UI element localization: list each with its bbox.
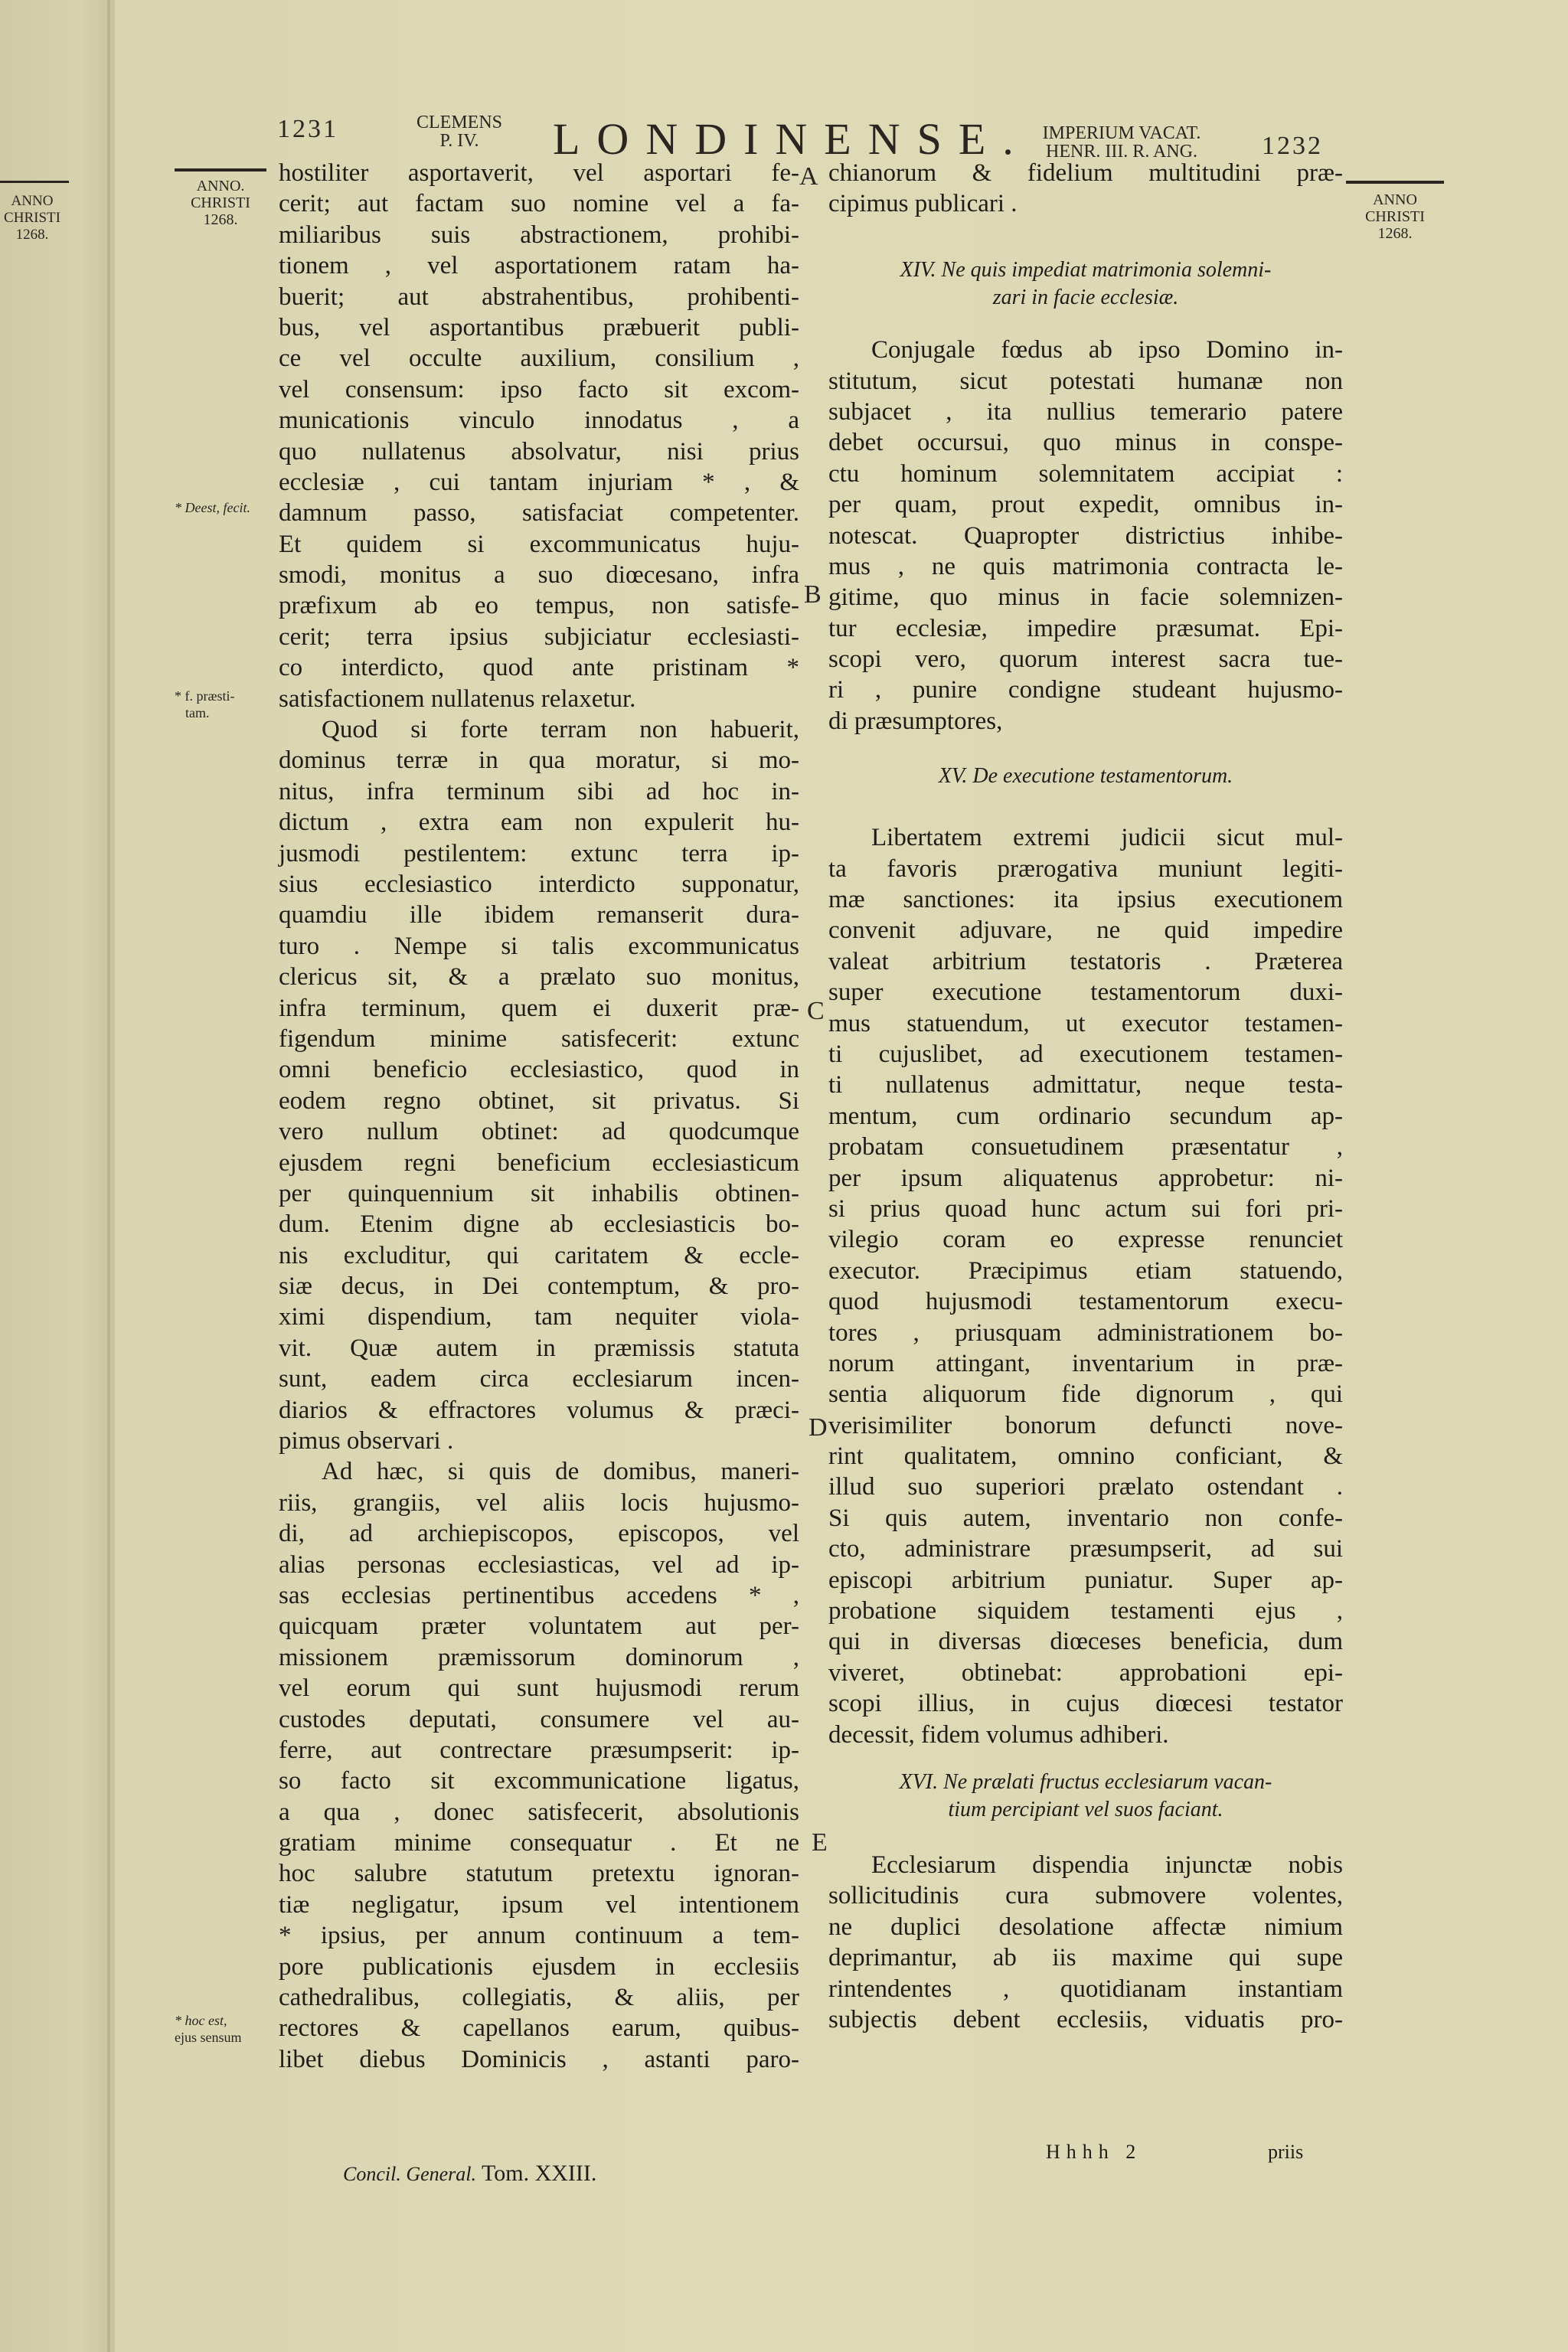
text-line: sius ecclesiastico interdicto supponatur,	[279, 870, 799, 898]
text-line: pore publicationis ejusdem in ecclesiis	[279, 1952, 799, 1981]
text-line: norum attingant, inventarium in præ-	[828, 1349, 1343, 1377]
left-year-note	[173, 178, 268, 228]
imperium-line1: IMPERIUM VACAT.	[1042, 123, 1201, 143]
heading-xiv-line2: zari in facie ecclesiæ.	[992, 286, 1179, 310]
signature-mark: Hhhh 2	[1046, 2141, 1142, 2163]
text-line: stitutum, sicut potestati humanæ non	[828, 367, 1343, 395]
page-number-left: 1231	[277, 115, 338, 143]
text-line: dum. Etenim digne ab ecclesiasticis bo-	[279, 1210, 799, 1239]
text-line: executor. Præcipimus etiam statuendo,	[828, 1256, 1343, 1285]
text-line: vel consensum: ipso facto sit excom-	[279, 375, 799, 403]
text-line: riis, grangiis, vel aliis locis hujusmo-	[279, 1488, 799, 1517]
text-line: Ad hæc, si quis de domibus, maneri-	[322, 1458, 799, 1486]
text-line: verisimiliter bonorum defuncti nove-	[828, 1411, 1343, 1439]
text-line: pimus observari .	[279, 1427, 454, 1455]
text-line: valeat arbitrium testatoris . Præterea	[828, 947, 1343, 975]
text-line: miliaribus suis abstractionem, prohibi-	[279, 220, 799, 249]
heading-xiv	[828, 256, 1343, 312]
catchword: priis	[1268, 2141, 1304, 2163]
text-line: siæ decus, in Dei contemptum, & pro-	[279, 1272, 799, 1301]
text-line: * ipsius, per annum continuum a tem-	[279, 1922, 799, 1950]
text-line: dictum , extra eam non expulerit hu-	[279, 808, 799, 837]
heading-xvi-line1: XVI. Ne prælati fructus ecclesiarum vacan-	[899, 1769, 1272, 1794]
text-line: qui in diversas diœceses beneficia, dum	[828, 1628, 1343, 1656]
left-year-line2: CHRISTI	[191, 194, 250, 211]
text-line: illud suo superiori prælato ostendant .	[828, 1473, 1343, 1501]
text-line: satisfactionem nullatenus relaxetur.	[279, 684, 636, 713]
imperium-label	[995, 124, 1248, 161]
spacer	[828, 220, 1343, 250]
text-line: tionem , vel asportationem ratam ha-	[279, 252, 799, 280]
text-line: damnum passo, satisfaciat competenter.	[279, 499, 799, 528]
footer-source	[343, 2161, 596, 2187]
text-line: mentum, cum ordinario secundum ap-	[828, 1102, 1343, 1130]
text-line: buerit; aut abstrahentibus, prohibenti-	[279, 283, 799, 311]
text-line: diarios & effractores volumus & præci-	[279, 1396, 799, 1424]
text-line: libet diebus Dominicis , astanti paro-	[279, 2045, 799, 2073]
text-line: super executione testamentorum duxi-	[828, 978, 1343, 1007]
text-line: ti cujuslibet, ad executionem testamen-	[828, 1040, 1343, 1068]
previous-year-line1: ANNO	[11, 193, 54, 209]
text-line: rectores & capellanos earum, quibus-	[279, 2014, 799, 2043]
text-line: missionem præmissorum dominorum ,	[279, 1643, 799, 1671]
text-line: bus, vel asportantibus præbuerit publi-	[279, 313, 799, 341]
pope-line2: P. IV.	[439, 131, 479, 151]
page-gutter	[107, 0, 110, 2352]
text-line: cipimus publicari .	[828, 190, 1018, 218]
left-year-line1: ANNO.	[196, 178, 245, 194]
previous-page-rule	[0, 181, 69, 183]
text-line: ti nullatenus admittatur, neque testa-	[828, 1071, 1343, 1099]
text-line: municationis vinculo innodatus , a	[279, 407, 799, 435]
section-marker-b: B	[804, 580, 822, 609]
text-line: di, ad archiepiscopos, episcopos, vel	[279, 1520, 799, 1548]
spacer	[828, 790, 1343, 822]
text-line: cathedralibus, collegiatis, & aliis, per	[279, 1984, 799, 2012]
text-line: Quod si forte terram non habuerit,	[322, 716, 799, 744]
text-line: Si quis autem, inventario non confe-	[828, 1504, 1343, 1532]
previous-page-edge	[0, 0, 115, 2352]
left-year-rule	[175, 168, 266, 172]
text-line: cerit; aut factam suo nomine vel a fa-	[279, 190, 799, 218]
text-line: quod hujusmodi testamentorum execu-	[828, 1288, 1343, 1316]
text-line: omni beneficio ecclesiastico, quod in	[279, 1056, 799, 1084]
text-line: ecclesiæ , cui tantam injuriam * , &	[279, 468, 799, 496]
text-line: præfixum ab eo tempus, non satisfe-	[279, 592, 799, 620]
text-line: ferre, aut contrectare præsumpserit: ip-	[279, 1736, 799, 1764]
footer-volume: Tom. XXIII.	[482, 2161, 597, 2186]
text-line: eodem regno obtinet, sit privatus. Si	[279, 1086, 799, 1115]
text-line: tur ecclesiæ, impedire præsumat. Epi-	[828, 614, 1343, 642]
text-line: episcopi arbitrium puniatur. Super ap-	[828, 1566, 1343, 1594]
text-line: scopi illius, in cujus diœcesi testator	[828, 1690, 1343, 1718]
text-line: sas ecclesias pertinentibus accedens * ,	[279, 1581, 799, 1609]
text-line: Ecclesiarum dispendia injunctæ nobis	[871, 1851, 1343, 1879]
heading-xv: XV. De executione testamentorum.	[938, 764, 1233, 789]
section-marker-c: C	[807, 997, 825, 1025]
text-line: rint qualitatem, omnino conficiant, &	[828, 1442, 1343, 1471]
page-number-right: 1232	[1262, 132, 1323, 160]
text-line: so facto sit excommunicatione ligatus,	[279, 1767, 799, 1795]
text-line: debet occursui, quo minus in conspe-	[828, 429, 1343, 457]
text-line: per quinquennium sit inhabilis obtinen-	[279, 1179, 799, 1207]
page-title: LONDINENSE.	[553, 114, 1031, 164]
text-line: ximi dispendium, tam nequiter viola-	[279, 1303, 799, 1331]
text-line: quicquam præter voluntatem aut per-	[279, 1612, 799, 1641]
previous-year-line3: 1268.	[15, 227, 49, 243]
right-year-note	[1346, 191, 1444, 242]
text-line: cerit; terra ipsius subjiciatur ecclesiasti-	[279, 622, 799, 651]
text-line: subjectis debent ecclesiis, viduatis pro-	[828, 2005, 1343, 2034]
margin-note-praestitam	[175, 688, 235, 721]
margin-note-deest: * Deest, fecit.	[175, 500, 250, 515]
text-line: Et quidem si excommunicatus huju-	[279, 530, 799, 558]
heading-xvi	[828, 1769, 1343, 1824]
text-line: turo . Nempe si talis excommunicatus	[279, 932, 799, 960]
previous-page-year-note	[0, 193, 64, 243]
text-line: cto, administrare præsumpserit, ad sui	[828, 1535, 1343, 1563]
text-line: subjacet , ita nullius temerario patere	[828, 397, 1343, 426]
text-line: alias personas ecclesiasticas, vel ad ip-	[279, 1550, 799, 1579]
margin-note-praestitam-line1: * f. præsti-	[175, 688, 235, 704]
section-marker-e: E	[812, 1828, 828, 1857]
left-column	[279, 158, 799, 2075]
text-line: jusmodi pestilentem: extunc terra ip-	[279, 839, 799, 867]
text-line: gitime, quo minus in facie solemnizen-	[828, 583, 1343, 612]
text-line: ejusdem regni beneficium ecclesiasticum	[279, 1148, 799, 1177]
text-line: infra terminum, quem ei duxerit præ-	[279, 994, 799, 1022]
spacer	[828, 312, 1343, 335]
text-line: vit. Quæ autem in præmissis statuta	[279, 1334, 799, 1362]
section-marker-d: D	[808, 1413, 828, 1442]
text-line: figendum minime satisfecerit: extunc	[279, 1024, 799, 1053]
text-line: scopi vero, quorum interest sacra tue-	[828, 645, 1343, 674]
spacer	[828, 1824, 1343, 1850]
text-line: vilegio coram eo expresse renunciet	[828, 1226, 1343, 1254]
text-line: sunt, eadem circa ecclesiarum incen-	[279, 1365, 799, 1393]
footer-source-title: Concil. General.	[343, 2163, 477, 2185]
text-line: smodi, monitus a suo diœcesano, infra	[279, 561, 799, 590]
text-line: vel eorum qui sunt hujusmodi rerum	[279, 1674, 799, 1703]
section-marker-a: A	[799, 162, 818, 191]
heading-xiv-line1: XIV. Ne quis impediat matrimonia solemni-	[900, 258, 1272, 283]
text-line: probatione siquidem testamenti ejus ,	[828, 1597, 1343, 1625]
text-line: per ipsum aliquatenus approbetur: ni-	[828, 1164, 1343, 1192]
text-line: ri , punire condigne studeant hujusmo-	[828, 676, 1343, 704]
text-line: chianorum & fidelium multitudini præ-	[828, 159, 1343, 187]
spacer	[828, 1750, 1343, 1769]
text-line: nitus, infra terminum sibi ad hoc in-	[279, 777, 799, 805]
text-line: hoc salubre statutum pretextu ignoran-	[279, 1860, 799, 1888]
previous-year-line2: CHRISTI	[4, 210, 60, 226]
text-line: gratiam minime consequatur . Et ne	[279, 1829, 799, 1857]
text-line: hostiliter asportaverit, vel asportari fe-	[279, 159, 799, 187]
text-line: ne duplici desolatione affectæ nimium	[828, 1913, 1343, 1941]
text-line: tiæ negligatur, ipsum vel intentionem	[279, 1890, 799, 1919]
text-line: clericus sit, & a prælato suo monitus,	[279, 963, 799, 991]
margin-note-hoc-est-line2: ejus sensum	[175, 2030, 242, 2045]
text-line: nis excluditur, qui caritatem & eccle-	[279, 1241, 799, 1269]
text-line: dominus terræ in qua moratur, si mo-	[279, 746, 799, 775]
left-year-line3: 1268.	[203, 211, 238, 228]
text-line: tores , priusquam administrationem bo-	[828, 1318, 1343, 1347]
text-line: custodes deputati, consumere vel au-	[279, 1705, 799, 1733]
text-line: quamdiu ille ibidem remanserit dura-	[279, 901, 799, 929]
imperium-line2: HENR. III. R. ANG.	[1046, 142, 1197, 162]
text-line: sentia aliquorum fide dignorum , qui	[828, 1380, 1343, 1409]
text-line: ctu hominum solemnitatem accipiat :	[828, 459, 1343, 488]
right-column	[828, 158, 1343, 2035]
text-line: si prius quoad hunc actum sui fori pri-	[828, 1194, 1343, 1223]
text-line: mæ sanctiones: ita ipsius executionem	[828, 886, 1343, 914]
text-line: probatam consuetudinem præsentatur ,	[828, 1133, 1343, 1161]
text-line: convenit adjuvare, ne quid impedire	[828, 916, 1343, 945]
text-line: Conjugale fœdus ab ipso Domino in-	[871, 336, 1343, 364]
text-line: ta favoris prærogativa muniunt legiti-	[828, 854, 1343, 883]
text-line: quo nullatenus absolvatur, nisi prius	[279, 437, 799, 466]
text-line: decessit, fidem volumus adhiberi.	[828, 1720, 1169, 1749]
text-line: deprimantur, ab iis maxime qui supe	[828, 1944, 1343, 1972]
text-line: mus statuendum, ut executor testamen-	[828, 1009, 1343, 1037]
text-line: sollicitudinis cura submovere volentes,	[828, 1882, 1343, 1910]
right-year-line2: CHRISTI	[1365, 208, 1425, 225]
margin-note-hoc-est-line1: * hoc est,	[175, 2013, 227, 2028]
text-line: mus , ne quis matrimonia contracta le-	[828, 552, 1343, 580]
text-line: a qua , donec satisfecerit, absolutionis	[279, 1798, 799, 1826]
heading-xvi-line2: tium percipiant vel suos faciant.	[948, 1797, 1223, 1821]
right-year-rule	[1346, 181, 1444, 184]
right-year-line3: 1268.	[1377, 225, 1413, 242]
text-line: notescat. Quapropter districtius inhibe-	[828, 521, 1343, 550]
spacer	[828, 737, 1343, 763]
text-line: viveret, obtinebat: approbationi epi-	[828, 1658, 1343, 1687]
pope-label	[406, 113, 513, 150]
pope-line1: CLEMENS	[416, 113, 502, 132]
text-line: co interdicto, quod ante pristinam *	[279, 654, 799, 682]
text-line: per quam, prout expedit, omnibus in-	[828, 491, 1343, 519]
text-line: di præsumptores,	[828, 707, 1003, 735]
text-line: rintendentes , quotidianam instantiam	[828, 1975, 1343, 2003]
right-year-line1: ANNO	[1373, 191, 1417, 208]
margin-note-hoc-est	[175, 2012, 242, 2046]
text-line: vero nullum obtinet: ad quodcumque	[279, 1118, 799, 1146]
margin-note-praestitam-line2: tam.	[185, 705, 210, 720]
text-line: ce vel occulte auxilium, consilium ,	[279, 345, 799, 373]
text-line: Libertatem extremi judicii sicut mul-	[871, 824, 1343, 852]
